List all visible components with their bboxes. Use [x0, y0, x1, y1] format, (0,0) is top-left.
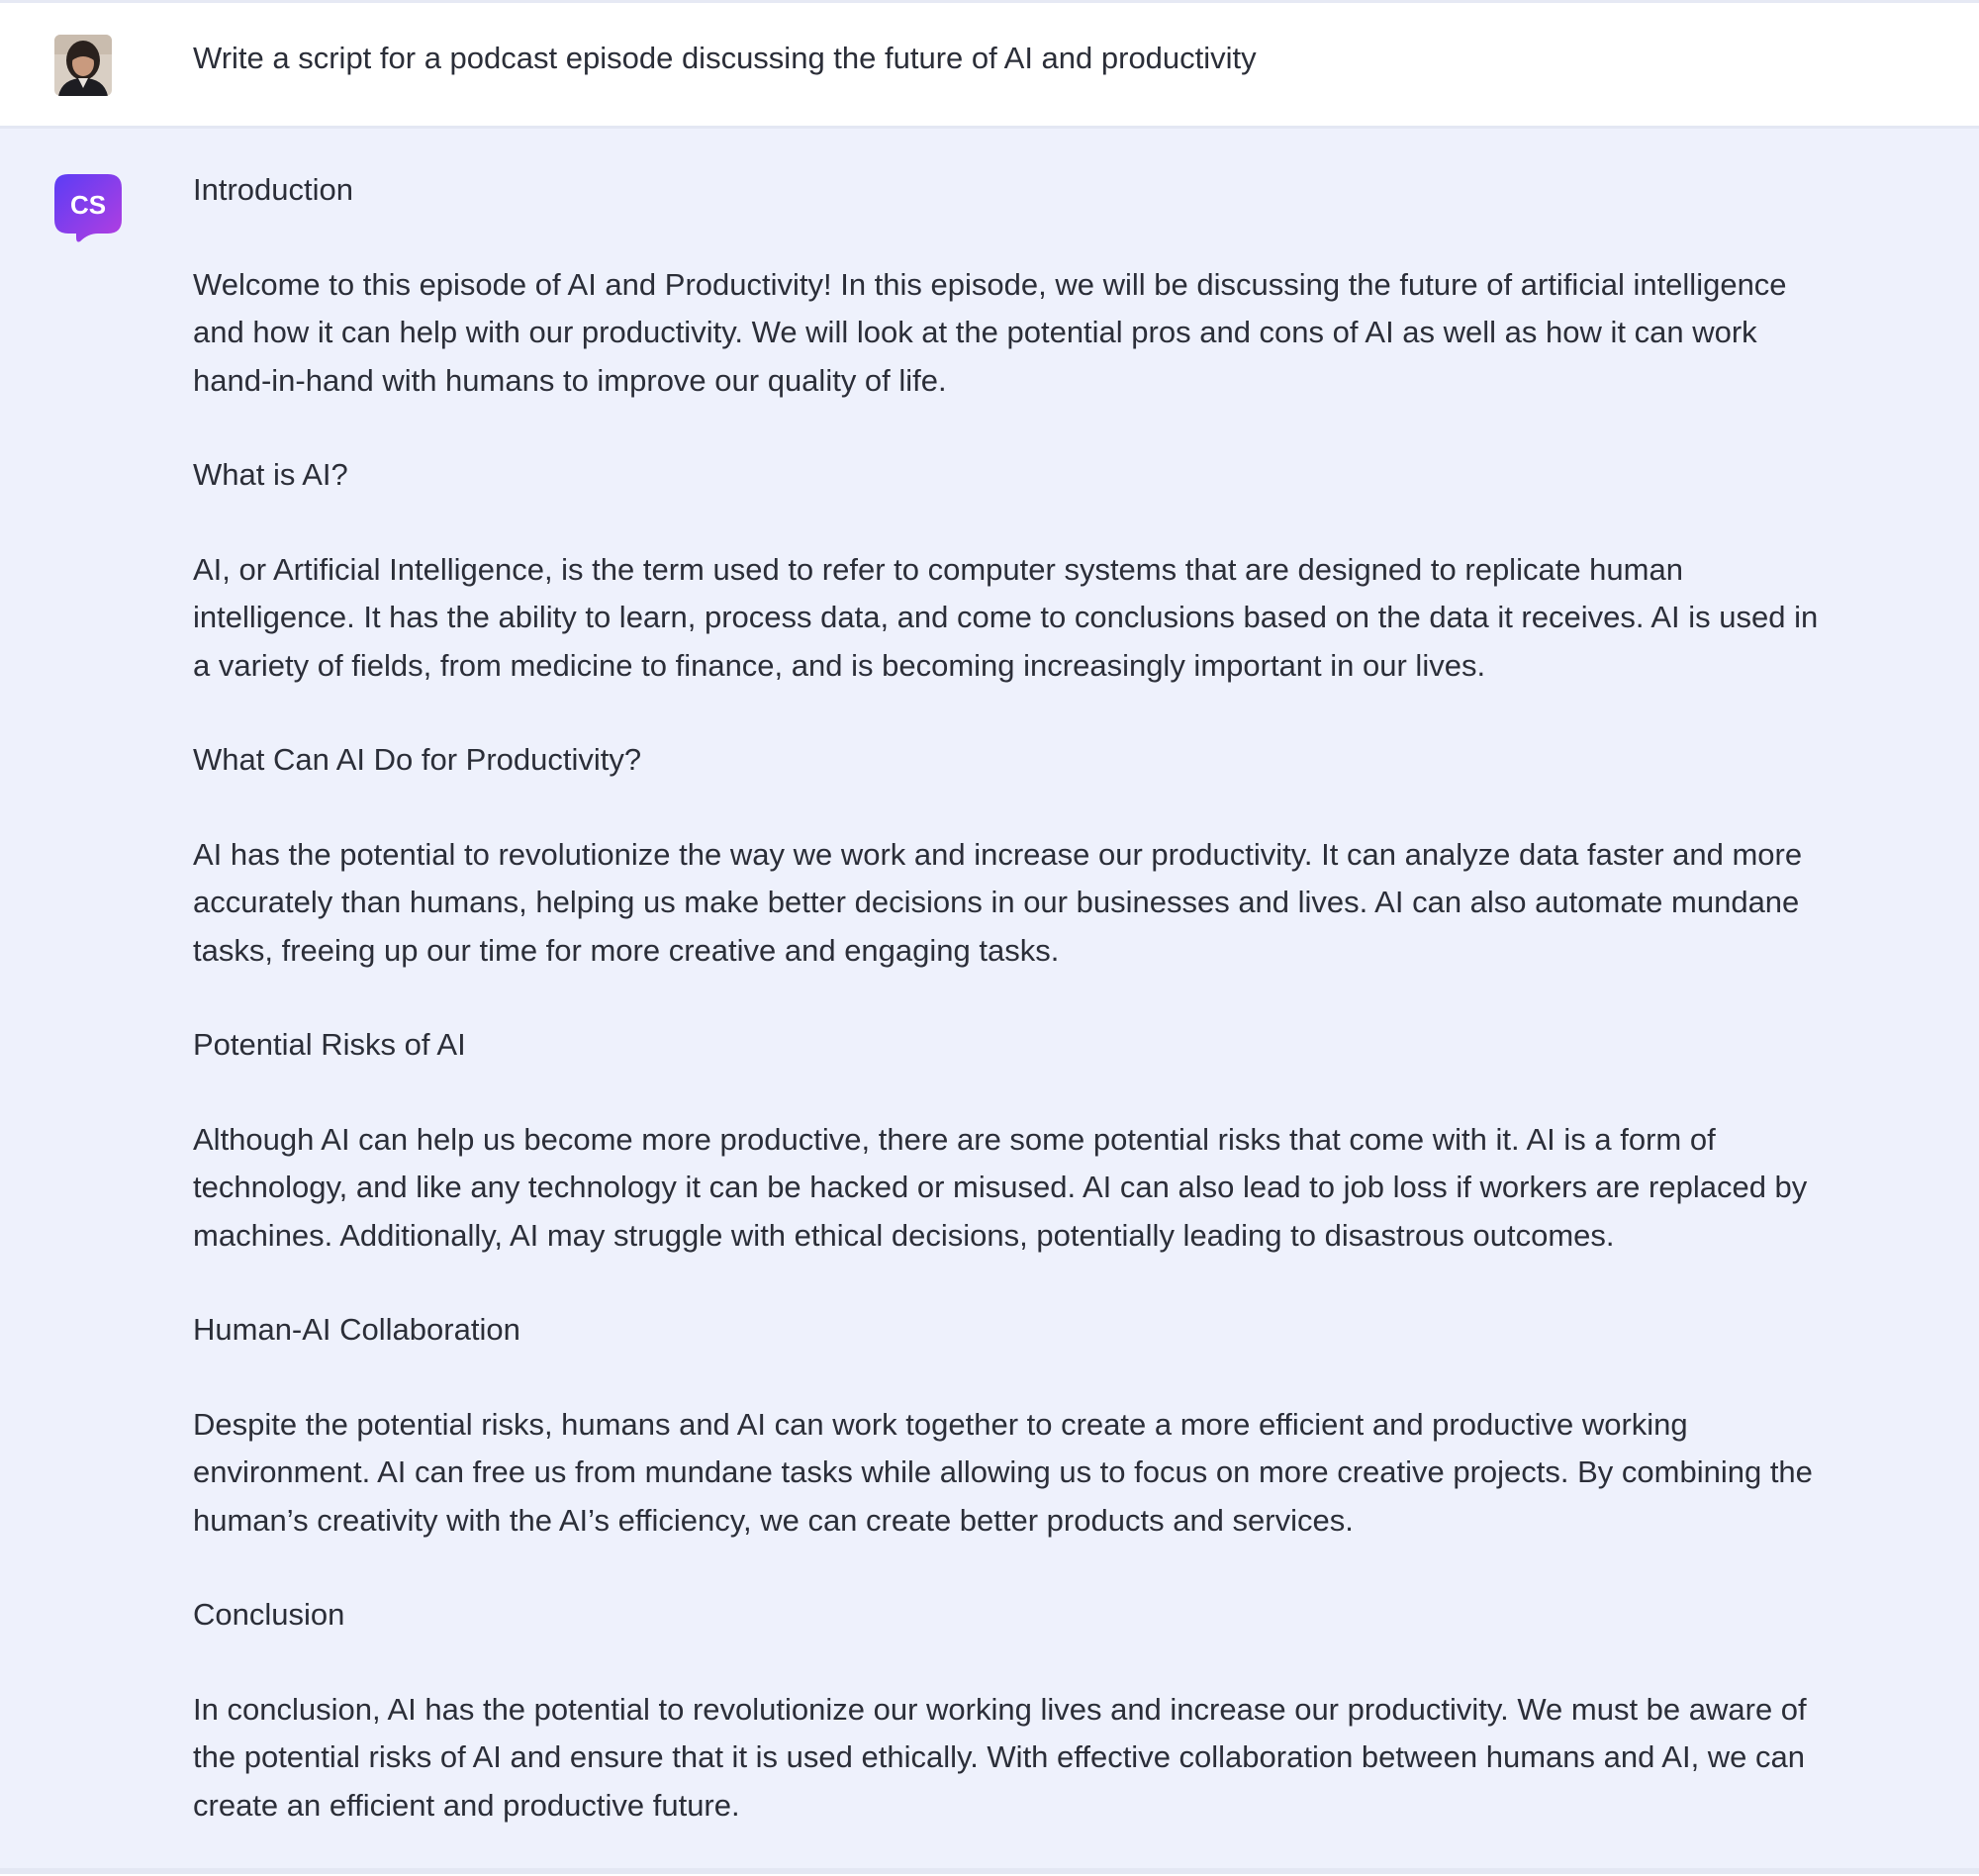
- user-avatar-photo-icon: [54, 35, 112, 96]
- section-body-collaboration: Despite the potential risks, humans and AI can work together to create a more efficient and productive working environment. AI can free us from mundane tasks while allowing us to focus on more creative projects. By combining the human’s creativity with the AI’s efficiency, we can create better products and services.: [193, 1406, 1813, 1538]
- section-body-risks: Although AI can help us become more productive, there are some potential risks that come with it. AI is a form of technology, and like any technology it can be hacked or misused. AI can also lead to job loss if workers are replaced by machines. Additionally, AI may struggle with ethical decisions, potentially leading to disastrous outcomes.: [193, 1121, 1808, 1253]
- user-avatar: [54, 35, 112, 96]
- section-body-conclusion: In conclusion, AI has the potential to revolutionize our working lives and increase our productivity. We must be aware of the potential risks of AI and ensure that it is used ethically. With effective collaboration between humans and AI, we can create an efficient and productive future.: [193, 1691, 1807, 1823]
- section-body-introduction: Welcome to this episode of AI and Productivity! In this episode, we will be discussing the future of artificial intelligence and how it can help with our productivity. We will look at the potential pros and cons of AI as well as how it can work hand-in-hand with humans to improve our quality of life.: [193, 266, 1787, 398]
- section-body-productivity: AI has the potential to revolutionize the way we work and increase our productivity. It can analyze data faster and more accurately than humans, helping us make better decisions in our businesses and lives. AI can also automate mundane tasks, freeing up our time for more creative and engaging tasks.: [193, 836, 1803, 968]
- section-body-what-is-ai: AI, or Artificial Intelligence, is the term used to refer to computer systems that are designed to replicate human intelligence. It has the ability to learn, process data, and come to conclusions based on the data it receives. AI is used in a variety of fields, from medicine to finance, and is becoming increasingly important in our lives.: [193, 551, 1819, 683]
- section-heading-introduction: Introduction: [193, 172, 353, 207]
- user-prompt-text: Write a script for a podcast episode discussing the future of AI and productivity: [193, 41, 1257, 75]
- copysmith-logo-icon: [54, 174, 122, 243]
- section-heading-risks: Potential Risks of AI: [193, 1027, 466, 1062]
- section-heading-productivity: What Can AI Do for Productivity?: [193, 742, 642, 777]
- section-heading-collaboration: Human-AI Collaboration: [193, 1312, 520, 1347]
- assistant-response: [193, 166, 1826, 1876]
- user-message-row: [0, 3, 1979, 129]
- bottom-divider: [0, 1868, 1979, 1874]
- logo-text: CS: [69, 190, 107, 220]
- section-heading-what-is-ai: What is AI?: [193, 457, 348, 492]
- assistant-message-row: [0, 129, 1979, 1868]
- section-heading-conclusion: Conclusion: [193, 1597, 345, 1632]
